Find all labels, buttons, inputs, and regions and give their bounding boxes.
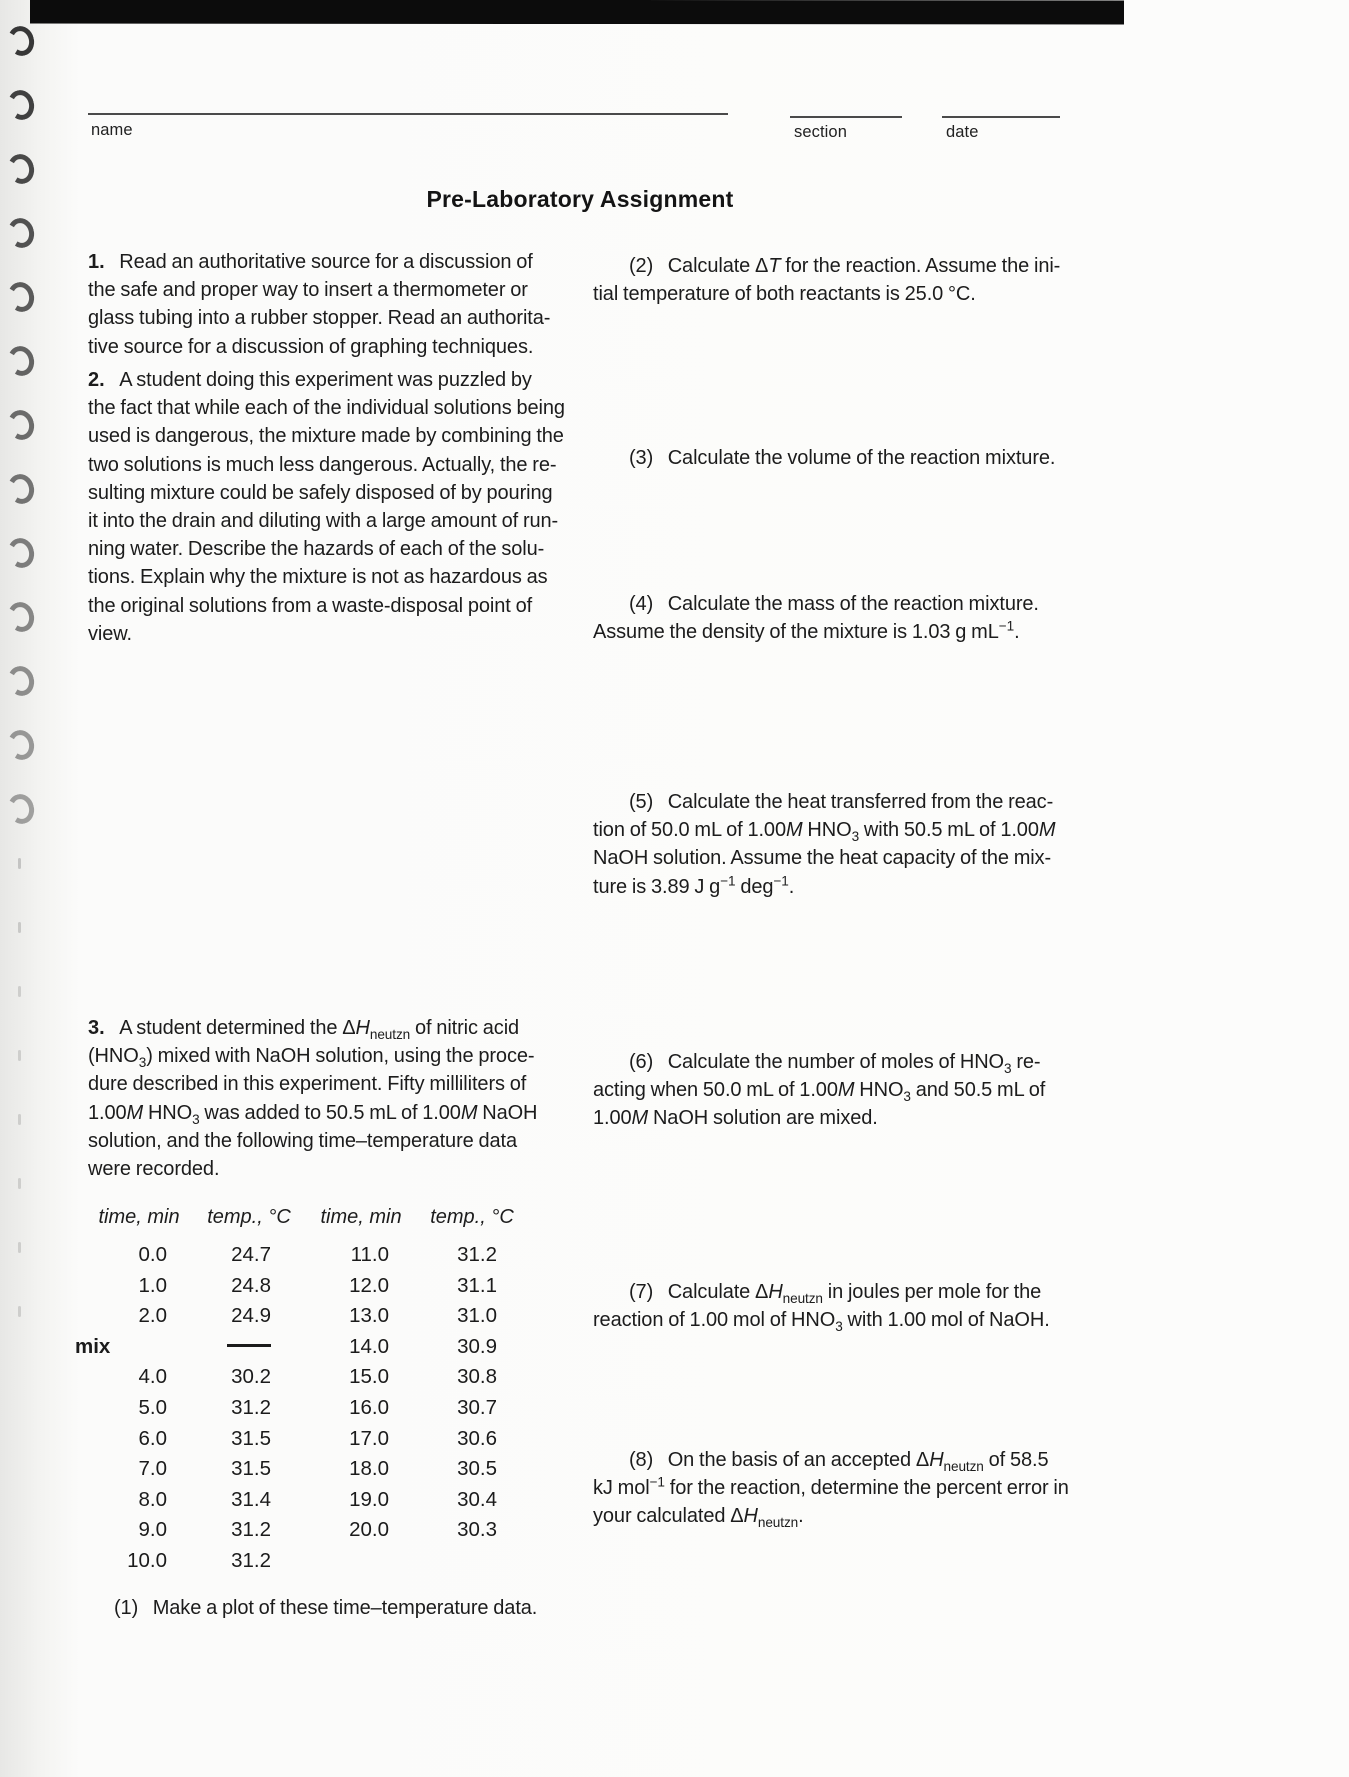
spiral-coil-mark [5, 87, 37, 122]
table-cell: 19.0 [349, 1487, 389, 1511]
table-cell: 24.9 [231, 1304, 271, 1328]
data-table-body [75, 1240, 527, 1577]
table-cell: 31.2 [457, 1243, 497, 1266]
table-cell: 30.6 [457, 1426, 497, 1450]
question-2: 2. A student doing this experiment was puzzled by the fact that while each of the individual solutions being used is dangerous, the mixture made by combining the two solutions is much less dangerous. Actually, the re- sulting mixture could be safely disposed of by pouring it into the drain and diluting with a large amount of run- ning water. Describe the hazards of each of the solu- tions. Explain why the mixture is not as hazardous as the original solutions from a waste-disposal point of view. [88, 369, 565, 645]
table-cell: 4.0 [138, 1365, 167, 1389]
spiral-coil-mark [5, 279, 37, 314]
table-cell: 12.0 [349, 1273, 389, 1297]
scan-top-bar [30, 0, 1124, 24]
spiral-coil-mark [5, 535, 37, 570]
sub-question-3: (3) Calculate the volume of the reaction mixture. [629, 447, 1056, 469]
spiral-coil-mark [5, 791, 37, 826]
table-cell: 8.0 [138, 1487, 167, 1511]
table-header-temp-2: temp., °C [430, 1206, 514, 1228]
name-label: name [91, 121, 133, 139]
table-row [85, 1362, 527, 1393]
table-cell: mix [75, 1334, 111, 1358]
table-row [85, 1271, 527, 1302]
table-cell: 13.0 [349, 1304, 389, 1328]
table-header-time-1: time, min [98, 1206, 180, 1228]
table-cell: 31.5 [231, 1426, 271, 1450]
table-cell: 31.2 [231, 1518, 271, 1542]
table-row [75, 1332, 527, 1363]
question-1: 1. Read an authoritative source for a discussion of the safe and proper way to insert a thermometer or glass tubing into a rubber stopper. Read an authorita- tive source for a discussion of graphing techniques. [88, 251, 551, 358]
table-cell [417, 1546, 527, 1577]
name-field-line [88, 113, 728, 115]
spiral-coil-mark [5, 343, 37, 378]
no-reading-dash [227, 1344, 271, 1347]
table-cell: 31.2 [231, 1395, 271, 1419]
table-cell: 20.0 [349, 1518, 389, 1542]
table-cell: 30.5 [457, 1457, 497, 1481]
spiral-coil-mark [18, 1178, 21, 1189]
table-cell: 31.5 [231, 1457, 271, 1481]
table-cell: 2.0 [138, 1304, 167, 1328]
table-header-row [85, 1206, 527, 1229]
sub-question-6: (6) Calculate the number of moles of $HNO_3$ re- acting when 50.0 mL of 1.00M $HNO_3$ and 50.5 mL of 1.00M NaOH solution are mixed. [593, 1051, 1046, 1130]
table-header-temp-1: temp., °C [207, 1206, 291, 1228]
table-cell: 9.0 [138, 1518, 167, 1542]
table-header-time-2: time, min [320, 1206, 402, 1228]
spiral-coil-mark [18, 1050, 21, 1061]
spiral-coil-mark [18, 922, 21, 933]
date-label: date [946, 123, 979, 141]
table-cell: 30.2 [231, 1365, 271, 1389]
table-cell: 30.4 [457, 1487, 497, 1511]
spiral-coil-mark [18, 1306, 21, 1317]
table-cell: 11.0 [350, 1243, 389, 1266]
sub-question-7: (7) Calculate $\Delta H_{neutzn}$ in joules per mole for the reaction of 1.00 mol of $HNO_3$ with 1.00 mol of NaOH. [593, 1281, 1050, 1335]
spiral-coil-mark [5, 23, 37, 58]
spiral-coil-mark [5, 215, 37, 250]
table-cell: 14.0 [349, 1334, 389, 1358]
spiral-coil-mark [18, 986, 21, 997]
question-3: 3. A student determined the $\Delta H_{neutzn}$ of nitric acid $(HNO_3)$ mixed with NaOH solution, using the proce- dure described in this experiment. Fifty milliliters of 1.00M $HNO_3$ was added to 50.5 mL of 1.00M NaOH solution, and the following time–temperature data were recorded. [88, 1017, 538, 1181]
table-row [85, 1485, 527, 1516]
spiral-coil-mark [5, 663, 37, 698]
table-cell: 6.0 [138, 1426, 167, 1450]
table-cell: 30.9 [457, 1334, 497, 1358]
table-cell [305, 1546, 417, 1577]
spiral-coil-mark [18, 1114, 21, 1125]
table-cell: 5.0 [138, 1395, 167, 1419]
table-cell: 31.1 [457, 1273, 497, 1297]
section-label: section [794, 123, 847, 141]
table-cell [193, 1332, 305, 1363]
spiral-coil-mark [5, 599, 37, 634]
sub-question-4: (4) Calculate the mass of the reaction mixture. Assume the density of the mixture is 1.03 g $mL^{-1}$. [593, 593, 1039, 644]
table-cell: 16.0 [349, 1395, 389, 1419]
spiral-coil-mark [5, 727, 37, 762]
table-cell: 30.8 [457, 1365, 497, 1389]
sub-question-1: (1) Make a plot of these time–temperature data. [114, 1597, 538, 1619]
table-row [85, 1424, 527, 1455]
sub-question-8: (8) On the basis of an accepted $\Delta H_{neutzn}$ of 58.5 kJ mol$^{-1}$ for the reaction, determine the percent error in your calculated $\Delta H_{neutzn}$. [593, 1449, 1069, 1531]
table-cell: 0.0 [138, 1243, 167, 1266]
table-cell: 15.0 [349, 1365, 389, 1389]
table-row [85, 1393, 527, 1424]
table-cell: 31.4 [231, 1487, 271, 1511]
table-cell: 7.0 [138, 1457, 167, 1481]
table-cell: 17.0 [349, 1426, 389, 1450]
table-cell: 1.0 [138, 1273, 167, 1297]
section-field-line [790, 116, 902, 118]
table-cell: 10.0 [127, 1548, 167, 1572]
spiral-coil-mark [18, 1242, 21, 1253]
spiral-coil-mark [5, 407, 37, 442]
sub-question-2: (2) Calculate ΔT for the reaction. Assume the ini- tial temperature of both reactants is 25.0 °C. [593, 255, 1061, 306]
time-temperature-table [75, 1206, 527, 1577]
table-row [85, 1515, 527, 1546]
spiral-coil-mark [5, 471, 37, 506]
table-cell: 24.8 [231, 1273, 271, 1297]
table-row [85, 1546, 527, 1577]
table-cell: 31.2 [231, 1548, 271, 1572]
spiral-coil-mark [5, 151, 37, 186]
spiral-coil-mark [18, 858, 21, 869]
table-row [85, 1454, 527, 1485]
table-cell: 30.3 [457, 1518, 497, 1542]
table-row [85, 1301, 527, 1332]
table-cell: 31.0 [457, 1304, 497, 1328]
table-cell: 18.0 [349, 1457, 389, 1481]
page-title: Pre-Laboratory Assignment [426, 186, 734, 212]
date-field-line [942, 116, 1060, 118]
table-cell: 30.7 [457, 1395, 497, 1419]
sub-question-5: (5) Calculate the heat transferred from the reac- tion of 50.0 mL of 1.00M $HNO_3$ with 50.5 mL of 1.00M NaOH solution. Assume the heat capacity of the mix- ture is 3.89 J $g^{-1}$ deg$^{-1}$. [593, 791, 1056, 898]
table-row [85, 1240, 527, 1271]
table-cell: 24.7 [231, 1243, 271, 1266]
